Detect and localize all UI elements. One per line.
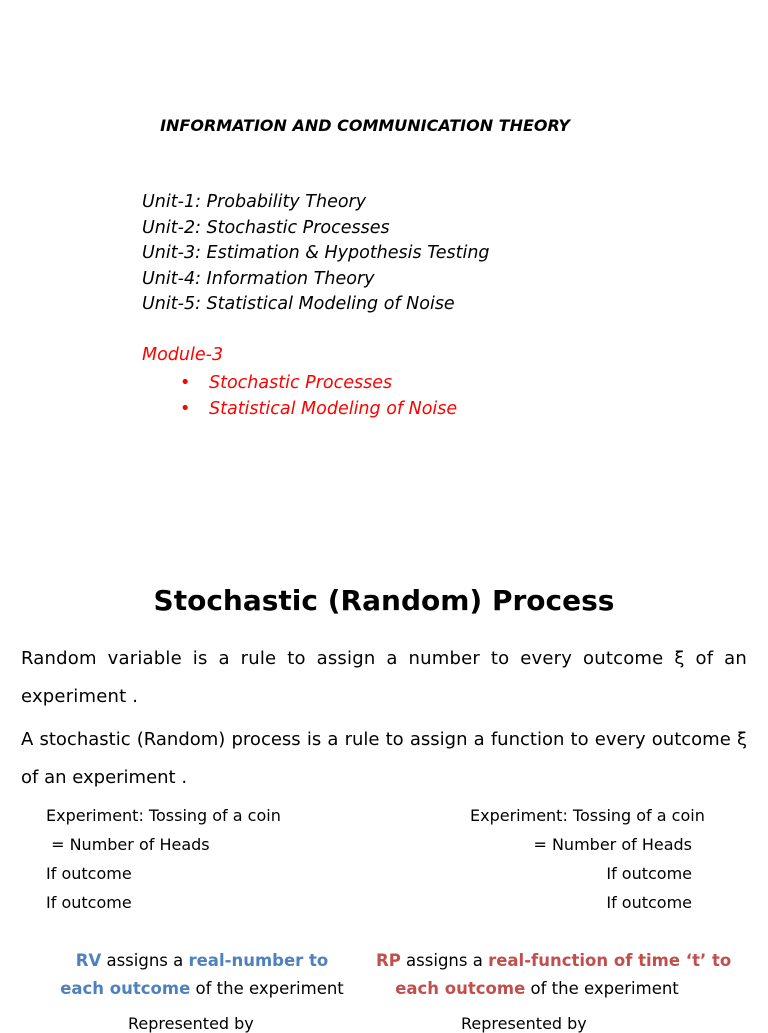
bullet-icon: • bbox=[180, 399, 191, 419]
unit-item: Unit-3: Estimation & Hypothesis Testing bbox=[142, 243, 490, 263]
module-topic-item bbox=[180, 396, 457, 422]
rp-caption: RP assigns a real-function of time ‘t’ to each outcome of the experiment bbox=[376, 951, 732, 998]
unit-item: Unit-4: Information Theory bbox=[142, 268, 375, 289]
unit-item: Unit-1: Probability Theory bbox=[142, 192, 367, 212]
rp-example bbox=[460, 801, 705, 917]
example-line: If outcome bbox=[606, 864, 692, 883]
course-title: INFORMATION AND COMMUNICATION THEORY bbox=[160, 116, 570, 135]
module-topic-list bbox=[180, 370, 457, 422]
stochastic-process-definition: A stochastic (Random) process is a rule to assign a function to every outcome ξ of an experiment . bbox=[21, 729, 747, 788]
module-topic-label: Stochastic Processes bbox=[209, 373, 393, 393]
bullet-icon: • bbox=[180, 373, 191, 393]
rv-represented-by: Represented by bbox=[128, 1014, 254, 1033]
rp-represented-by: Represented by bbox=[461, 1014, 587, 1033]
example-line: If outcome bbox=[46, 864, 132, 883]
rv-example bbox=[46, 801, 281, 917]
unit-item: Unit-2: Stochastic Processes bbox=[142, 217, 390, 238]
unit-list bbox=[142, 190, 490, 318]
module-title: Module-3 bbox=[142, 345, 224, 365]
rp-abbr: RP bbox=[376, 951, 401, 970]
example-line: Experiment: Tossing of a coin bbox=[470, 806, 705, 825]
module-topic-label: Statistical Modeling of Noise bbox=[209, 399, 458, 419]
slide-title: Stochastic (Random) Process bbox=[153, 584, 615, 617]
example-line: If outcome bbox=[46, 893, 132, 912]
module-topic-item bbox=[180, 370, 457, 396]
random-variable-definition: Random variable is a rule to assign a number to every outcome ξ of an experiment . bbox=[21, 648, 747, 707]
example-line: Experiment: Tossing of a coin bbox=[46, 806, 281, 825]
unit-item: Unit-5: Statistical Modeling of Noise bbox=[142, 294, 455, 314]
rv-abbr: RV bbox=[75, 951, 102, 970]
example-line: = Number of Heads bbox=[46, 835, 210, 854]
example-line: If outcome bbox=[606, 893, 692, 912]
example-line: = Number of Heads bbox=[533, 835, 692, 854]
rv-caption: RV assigns a real-number to each outcome of the experiment bbox=[60, 951, 344, 998]
